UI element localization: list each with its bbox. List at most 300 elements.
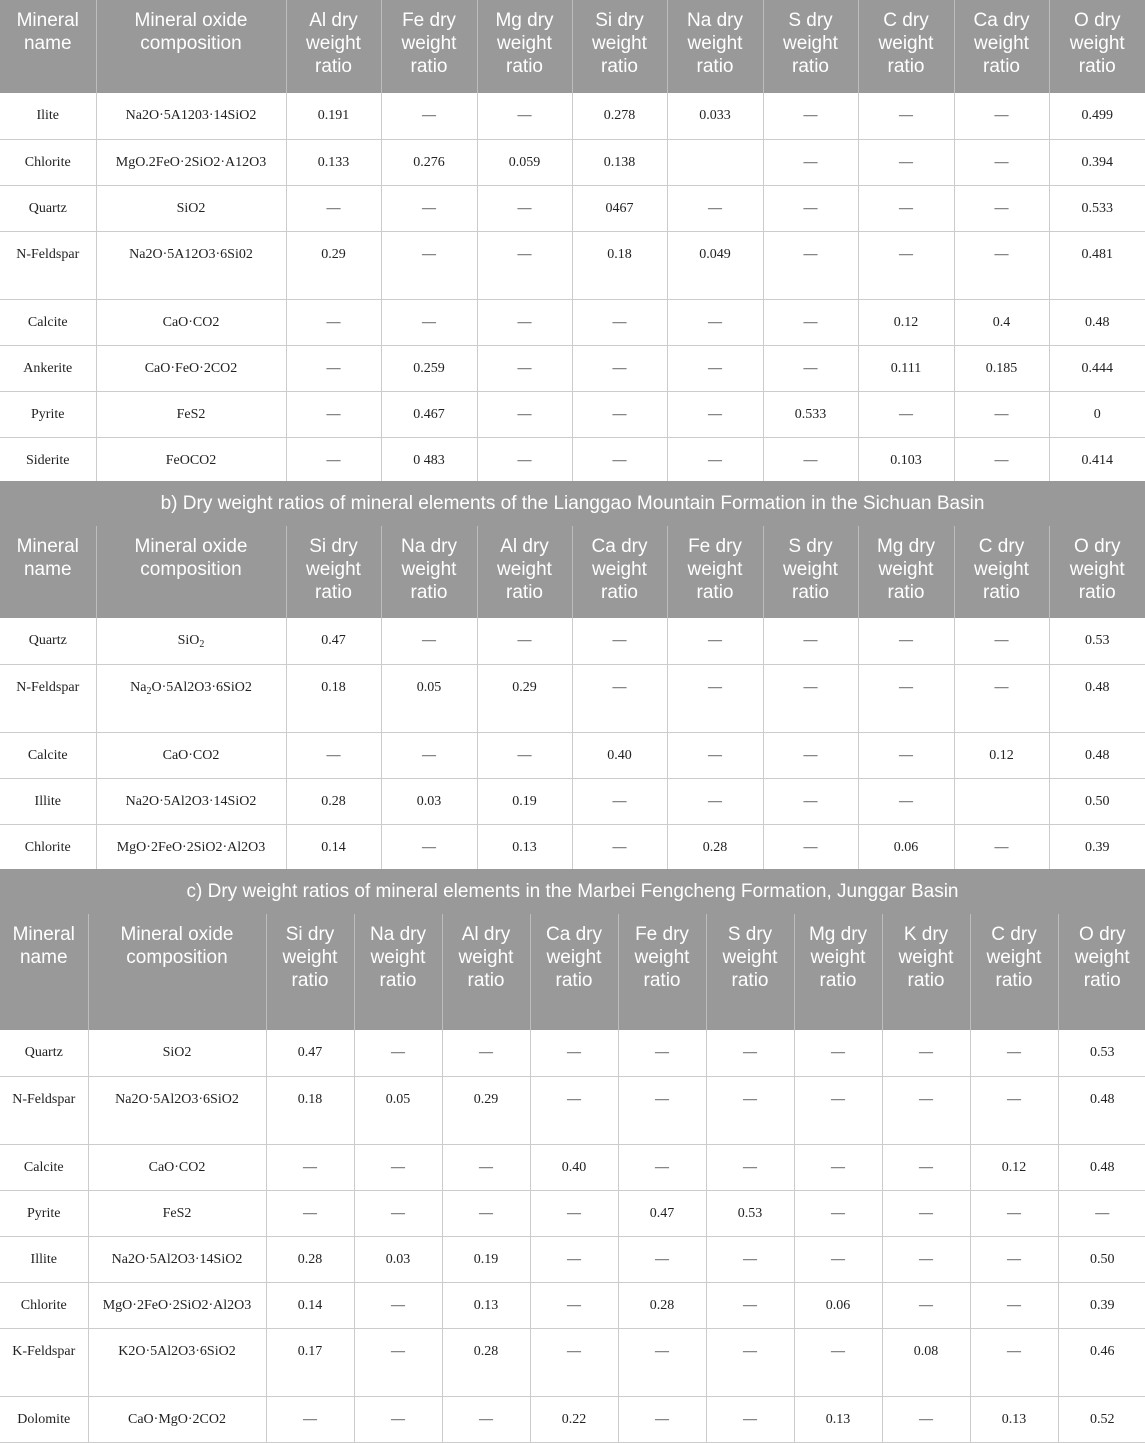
table-b-header: Mineral name	[0, 526, 96, 618]
mineral-name-cell: K-Feldspar	[0, 1328, 88, 1396]
ratio-cell: 0.28	[266, 1236, 354, 1282]
ratio-cell: 0.18	[572, 231, 667, 299]
table-b-header: Mg dry weight ratio	[858, 526, 954, 618]
table-c-header: Fe dry weight ratio	[618, 914, 706, 1030]
ratio-cell: —	[858, 93, 954, 139]
table-b-header: Ca dry weight ratio	[572, 526, 667, 618]
ratio-cell: —	[858, 778, 954, 824]
ratio-cell: —	[794, 1144, 882, 1190]
ratio-cell: —	[954, 664, 1049, 732]
table-row	[0, 618, 1145, 664]
ratio-cell: 0.394	[1049, 139, 1145, 185]
ratio-cell: —	[763, 778, 858, 824]
ratio-cell: —	[477, 93, 572, 139]
mineral-name-cell: Illite	[0, 1236, 88, 1282]
ratio-cell: 0.48	[1058, 1144, 1145, 1190]
ratio-cell: 0.53	[706, 1190, 794, 1236]
mineral-name-cell: Quartz	[0, 1030, 88, 1076]
ratio-cell: —	[667, 345, 763, 391]
ratio-cell: 0.29	[286, 231, 381, 299]
ratio-cell: 0.444	[1049, 345, 1145, 391]
ratio-cell: —	[618, 1328, 706, 1396]
ratio-cell: —	[706, 1396, 794, 1442]
ratio-cell: 0.13	[477, 824, 572, 869]
table-c-header: O dry weight ratio	[1058, 914, 1145, 1030]
formula-rest: O·5Al2O3·6SiO2	[151, 679, 252, 695]
oxide-composition-cell: Na2O·5Al2O3·14SiO2	[96, 778, 286, 824]
table-row	[0, 299, 1145, 345]
ratio-cell: —	[858, 231, 954, 299]
mineral-name-cell: Pyrite	[0, 1190, 88, 1236]
ratio-cell: —	[858, 618, 954, 664]
ratio-cell: —	[970, 1190, 1058, 1236]
table-b-header: Al dry weight ratio	[477, 526, 572, 618]
ratio-cell: —	[266, 1396, 354, 1442]
formula-subscript: 2	[199, 639, 205, 650]
ratio-cell: —	[477, 618, 572, 664]
ratio-cell: 0.185	[954, 345, 1049, 391]
ratio-cell: —	[858, 139, 954, 185]
table-row	[0, 1282, 1145, 1328]
ratio-cell: —	[286, 437, 381, 483]
ratio-cell: 0.499	[1049, 93, 1145, 139]
ratio-cell: —	[858, 732, 954, 778]
ratio-cell: —	[706, 1030, 794, 1076]
table-a-header-row	[0, 0, 1145, 93]
table-b-header: Fe dry weight ratio	[667, 526, 763, 618]
ratio-cell: 0.06	[858, 824, 954, 869]
oxide-composition-cell: FeS2	[88, 1190, 266, 1236]
ratio-cell: 0.17	[266, 1328, 354, 1396]
ratio-cell: —	[572, 345, 667, 391]
table-a-header: Mineral name	[0, 0, 96, 93]
ratio-cell: —	[477, 391, 572, 437]
mineral-name-cell: Dolomite	[0, 1396, 88, 1442]
oxide-composition-cell	[96, 618, 286, 664]
ratio-cell: —	[530, 1328, 618, 1396]
ratio-cell: 0.533	[1049, 185, 1145, 231]
ratio-cell: 0.39	[1049, 824, 1145, 869]
ratio-cell: 0	[1049, 391, 1145, 437]
ratio-cell: —	[794, 1190, 882, 1236]
ratio-cell: 0.14	[286, 824, 381, 869]
ratio-cell: 0.03	[354, 1236, 442, 1282]
ratio-cell: 0.05	[381, 664, 477, 732]
ratio-cell: 0.03	[381, 778, 477, 824]
ratio-cell: —	[530, 1190, 618, 1236]
table-b-header: Si dry weight ratio	[286, 526, 381, 618]
table-a-header: Na dry weight ratio	[667, 0, 763, 93]
table-c-header: Ca dry weight ratio	[530, 914, 618, 1030]
ratio-cell: —	[763, 618, 858, 664]
ratio-cell: 0.276	[381, 139, 477, 185]
mineral-name-cell: Chlorite	[0, 139, 96, 185]
ratio-cell: 0.29	[477, 664, 572, 732]
mineral-name-cell: Calcite	[0, 732, 96, 778]
ratio-cell: 0.47	[266, 1030, 354, 1076]
ratio-cell: —	[381, 824, 477, 869]
mineral-name-cell: N-Feldspar	[0, 231, 96, 299]
oxide-composition-cell: CaO·CO2	[96, 299, 286, 345]
table-row	[0, 231, 1145, 299]
oxide-composition-cell: CaO·CO2	[96, 732, 286, 778]
table-a	[0, 0, 1145, 484]
table-c-header: Al dry weight ratio	[442, 914, 530, 1030]
mineral-name-cell: Quartz	[0, 618, 96, 664]
ratio-cell: 0.50	[1049, 778, 1145, 824]
ratio-cell: —	[354, 1144, 442, 1190]
ratio-cell: 0.138	[572, 139, 667, 185]
ratio-cell: —	[618, 1396, 706, 1442]
ratio-cell: —	[954, 139, 1049, 185]
table-c-header: Mg dry weight ratio	[794, 914, 882, 1030]
table-row	[0, 824, 1145, 869]
ratio-cell: —	[530, 1236, 618, 1282]
table-c-header: Si dry weight ratio	[266, 914, 354, 1030]
table-row	[0, 437, 1145, 483]
ratio-cell: 0.12	[858, 299, 954, 345]
ratio-cell: —	[477, 732, 572, 778]
ratio-cell: —	[882, 1396, 970, 1442]
ratio-cell: —	[477, 437, 572, 483]
ratio-cell: —	[858, 391, 954, 437]
ratio-cell: —	[667, 618, 763, 664]
ratio-cell: —	[763, 185, 858, 231]
oxide-composition-cell: SiO2	[96, 185, 286, 231]
ratio-cell: —	[954, 618, 1049, 664]
table-a-header: C dry weight ratio	[858, 0, 954, 93]
ratio-cell: —	[970, 1030, 1058, 1076]
ratio-cell: —	[794, 1328, 882, 1396]
formula-base: SiO	[177, 633, 200, 648]
ratio-cell: —	[667, 732, 763, 778]
ratio-cell: 0.259	[381, 345, 477, 391]
ratio-cell: 0.29	[442, 1076, 530, 1144]
oxide-composition-cell: SiO2	[88, 1030, 266, 1076]
ratio-cell: —	[954, 824, 1049, 869]
mineral-name-cell: Ankerite	[0, 345, 96, 391]
table-row	[0, 1236, 1145, 1282]
ratio-cell: —	[763, 824, 858, 869]
ratio-cell: —	[442, 1190, 530, 1236]
ratio-cell: —	[667, 391, 763, 437]
ratio-cell: —	[882, 1076, 970, 1144]
table-c-header-row	[0, 914, 1145, 1030]
table-a-header: O dry weight ratio	[1049, 0, 1145, 93]
oxide-composition-cell: MgO.2FeO·2SiO2·A12O3	[96, 139, 286, 185]
ratio-cell: 0.467	[381, 391, 477, 437]
ratio-cell: 0.19	[477, 778, 572, 824]
ratio-cell: —	[970, 1236, 1058, 1282]
table-b-header: Mineral oxide composition	[96, 526, 286, 618]
ratio-cell: 0.50	[1058, 1236, 1145, 1282]
ratio-cell: 0.049	[667, 231, 763, 299]
table-c-header: C dry weight ratio	[970, 914, 1058, 1030]
mineral-name-cell: Chlorite	[0, 824, 96, 869]
ratio-cell: —	[572, 437, 667, 483]
ratio-cell: —	[706, 1236, 794, 1282]
ratio-cell: —	[882, 1030, 970, 1076]
ratio-cell: 0.12	[954, 732, 1049, 778]
ratio-cell: —	[442, 1144, 530, 1190]
ratio-cell: —	[266, 1190, 354, 1236]
mineral-name-cell: Calcite	[0, 299, 96, 345]
ratio-cell: —	[442, 1030, 530, 1076]
ratio-cell: —	[572, 778, 667, 824]
table-row	[0, 391, 1145, 437]
ratio-cell: —	[286, 345, 381, 391]
oxide-composition-cell: CaO·MgO·2CO2	[88, 1396, 266, 1442]
table-a-header: Ca dry weight ratio	[954, 0, 1049, 93]
table-c-header: K dry weight ratio	[882, 914, 970, 1030]
ratio-cell: —	[381, 618, 477, 664]
oxide-composition-cell: Na2O·5A12O3·6Si02	[96, 231, 286, 299]
ratio-cell: 0.13	[442, 1282, 530, 1328]
ratio-cell: 0.12	[970, 1144, 1058, 1190]
table-row	[0, 664, 1145, 732]
mineral-name-cell: Quartz	[0, 185, 96, 231]
ratio-cell: —	[572, 664, 667, 732]
oxide-composition-cell: Na2O·5Al2O3·14SiO2	[88, 1236, 266, 1282]
ratio-cell: —	[286, 299, 381, 345]
ratio-cell: —	[477, 299, 572, 345]
ratio-cell: 0.18	[266, 1076, 354, 1144]
formula-subscript: 2	[146, 685, 152, 697]
table-row	[0, 778, 1145, 824]
table-row	[0, 1190, 1145, 1236]
ratio-cell: —	[572, 824, 667, 869]
ratio-cell: —	[763, 231, 858, 299]
table-row	[0, 345, 1145, 391]
ratio-cell: —	[286, 732, 381, 778]
ratio-cell: 0.033	[667, 93, 763, 139]
ratio-cell: 0.28	[618, 1282, 706, 1328]
ratio-cell: —	[763, 139, 858, 185]
ratio-cell: 0.40	[572, 732, 667, 778]
ratio-cell: —	[530, 1282, 618, 1328]
ratio-cell: 0.08	[882, 1328, 970, 1396]
table-row	[0, 1144, 1145, 1190]
table-a-header: Si dry weight ratio	[572, 0, 667, 93]
ratio-cell: —	[354, 1282, 442, 1328]
ratio-cell: —	[572, 299, 667, 345]
ratio-cell: —	[618, 1076, 706, 1144]
ratio-cell: —	[354, 1328, 442, 1396]
table-b-header-row	[0, 526, 1145, 618]
ratio-cell: 0.48	[1049, 732, 1145, 778]
ratio-cell: 0.059	[477, 139, 572, 185]
table-a-header: Fe dry weight ratio	[381, 0, 477, 93]
ratio-cell: 0.191	[286, 93, 381, 139]
ratio-cell: 0.39	[1058, 1282, 1145, 1328]
ratio-cell: —	[706, 1282, 794, 1328]
table-c	[0, 914, 1145, 1443]
oxide-composition-cell	[96, 664, 286, 732]
ratio-cell: 0.47	[286, 618, 381, 664]
ratio-cell: 0.48	[1058, 1076, 1145, 1144]
ratio-cell: —	[667, 185, 763, 231]
ratio-cell: —	[442, 1396, 530, 1442]
ratio-cell: —	[882, 1236, 970, 1282]
table-b-caption: b) Dry weight ratios of mineral elements of the Lianggao Mountain Formation in the Sichuan Basin	[0, 481, 1145, 526]
table-b-header: C dry weight ratio	[954, 526, 1049, 618]
ratio-cell: —	[572, 618, 667, 664]
mineral-name-cell: Calcite	[0, 1144, 88, 1190]
ratio-cell: —	[763, 93, 858, 139]
ratio-cell: —	[882, 1190, 970, 1236]
ratio-cell: —	[667, 778, 763, 824]
ratio-cell: —	[667, 664, 763, 732]
ratio-cell: —	[530, 1076, 618, 1144]
table-b-header: Na dry weight ratio	[381, 526, 477, 618]
ratio-cell: —	[882, 1282, 970, 1328]
oxide-composition-cell: MgO·2FeO·2SiO2·Al2O3	[88, 1282, 266, 1328]
ratio-cell: —	[882, 1144, 970, 1190]
oxide-composition-cell: K2O·5Al2O3·6SiO2	[88, 1328, 266, 1396]
ratio-cell: —	[970, 1328, 1058, 1396]
ratio-cell: —	[706, 1076, 794, 1144]
ratio-cell: —	[763, 664, 858, 732]
ratio-cell: —	[354, 1030, 442, 1076]
ratio-cell: —	[794, 1236, 882, 1282]
ratio-cell: 0.13	[794, 1396, 882, 1442]
table-row	[0, 93, 1145, 139]
oxide-composition-cell: FeS2	[96, 391, 286, 437]
mineral-name-cell: Siderite	[0, 437, 96, 483]
ratio-cell: 0.533	[763, 391, 858, 437]
ratio-cell: —	[477, 345, 572, 391]
ratio-cell: 0.40	[530, 1144, 618, 1190]
oxide-composition-cell: MgO·2FeO·2SiO2·Al2O3	[96, 824, 286, 869]
table-c-header: Mineral oxide composition	[88, 914, 266, 1030]
ratio-cell: —	[667, 437, 763, 483]
ratio-cell: —	[763, 345, 858, 391]
ratio-cell: —	[763, 732, 858, 778]
ratio-cell: 0.53	[1049, 618, 1145, 664]
ratio-cell: —	[477, 185, 572, 231]
ratio-cell: —	[354, 1396, 442, 1442]
table-row	[0, 1030, 1145, 1076]
ratio-cell: —	[970, 1282, 1058, 1328]
oxide-composition-cell: Na2O·5Al2O3·6SiO2	[88, 1076, 266, 1144]
ratio-cell: —	[954, 437, 1049, 483]
table-row	[0, 185, 1145, 231]
table-a-header: Mineral oxide composition	[96, 0, 286, 93]
ratio-cell: —	[618, 1236, 706, 1282]
table-b-header: S dry weight ratio	[763, 526, 858, 618]
ratio-cell: 0.481	[1049, 231, 1145, 299]
ratio-cell: 0.46	[1058, 1328, 1145, 1396]
ratio-cell: 0.47	[618, 1190, 706, 1236]
ratio-cell: —	[970, 1076, 1058, 1144]
ratio-cell: —	[954, 185, 1049, 231]
ratio-cell: —	[794, 1030, 882, 1076]
table-a-header: Mg dry weight ratio	[477, 0, 572, 93]
mineral-name-cell: Ilite	[0, 93, 96, 139]
ratio-cell: —	[794, 1076, 882, 1144]
ratio-cell: 0.14	[266, 1282, 354, 1328]
ratio-cell: 0.06	[794, 1282, 882, 1328]
table-row	[0, 732, 1145, 778]
ratio-cell: 0.111	[858, 345, 954, 391]
ratio-cell: —	[667, 299, 763, 345]
ratio-cell: —	[381, 732, 477, 778]
ratio-cell: 0.18	[286, 664, 381, 732]
ratio-cell: —	[381, 231, 477, 299]
ratio-cell: 0.48	[1049, 664, 1145, 732]
ratio-cell: 0.19	[442, 1236, 530, 1282]
table-a-header: S dry weight ratio	[763, 0, 858, 93]
ratio-cell: —	[572, 391, 667, 437]
ratio-cell: —	[954, 231, 1049, 299]
ratio-cell: —	[381, 93, 477, 139]
ratio-cell: —	[477, 231, 572, 299]
table-c-header: Na dry weight ratio	[354, 914, 442, 1030]
ratio-cell: —	[286, 185, 381, 231]
table-row	[0, 1328, 1145, 1396]
ratio-cell: 0.414	[1049, 437, 1145, 483]
ratio-cell: —	[1058, 1190, 1145, 1236]
ratio-cell: —	[706, 1328, 794, 1396]
ratio-cell: 0.133	[286, 139, 381, 185]
table-row	[0, 1076, 1145, 1144]
ratio-cell: —	[286, 391, 381, 437]
ratio-cell: 0.53	[1058, 1030, 1145, 1076]
table-row	[0, 1396, 1145, 1442]
ratio-cell: 0.28	[286, 778, 381, 824]
ratio-cell: 0.48	[1049, 299, 1145, 345]
ratio-cell: 0.13	[970, 1396, 1058, 1442]
table-b-header: O dry weight ratio	[1049, 526, 1145, 618]
ratio-cell: —	[381, 299, 477, 345]
ratio-cell: —	[706, 1144, 794, 1190]
formula-base: Na	[130, 679, 147, 695]
ratio-cell: —	[954, 93, 1049, 139]
oxide-composition-cell: CaO·FeO·2CO2	[96, 345, 286, 391]
ratio-cell: —	[266, 1144, 354, 1190]
ratio-cell: 0.28	[667, 824, 763, 869]
ratio-cell: —	[354, 1190, 442, 1236]
oxide-composition-cell: Na2O·5A1203·14SiO2	[96, 93, 286, 139]
ratio-cell	[667, 139, 763, 185]
ratio-cell: —	[530, 1030, 618, 1076]
mineral-name-cell: Chlorite	[0, 1282, 88, 1328]
ratio-cell: —	[763, 437, 858, 483]
ratio-cell: —	[618, 1144, 706, 1190]
ratio-cell: 0467	[572, 185, 667, 231]
oxide-composition-cell: FeOCO2	[96, 437, 286, 483]
ratio-cell: 0 483	[381, 437, 477, 483]
ratio-cell: —	[618, 1030, 706, 1076]
ratio-cell: —	[858, 664, 954, 732]
mineral-name-cell: N-Feldspar	[0, 664, 96, 732]
ratio-cell: —	[858, 185, 954, 231]
ratio-cell: —	[381, 185, 477, 231]
table-c-caption: c) Dry weight ratios of mineral elements in the Marbei Fengcheng Formation, Junggar Basin	[0, 869, 1145, 914]
table-a-header: Al dry weight ratio	[286, 0, 381, 93]
ratio-cell: 0.278	[572, 93, 667, 139]
table-b	[0, 526, 1145, 870]
ratio-cell: 0.103	[858, 437, 954, 483]
ratio-cell: 0.52	[1058, 1396, 1145, 1442]
ratio-cell: 0.28	[442, 1328, 530, 1396]
mineral-name-cell: Illite	[0, 778, 96, 824]
table-c-header: S dry weight ratio	[706, 914, 794, 1030]
mineral-name-cell: N-Feldspar	[0, 1076, 88, 1144]
ratio-cell: 0.4	[954, 299, 1049, 345]
table-c-header: Mineral name	[0, 914, 88, 1030]
oxide-composition-cell: CaO·CO2	[88, 1144, 266, 1190]
